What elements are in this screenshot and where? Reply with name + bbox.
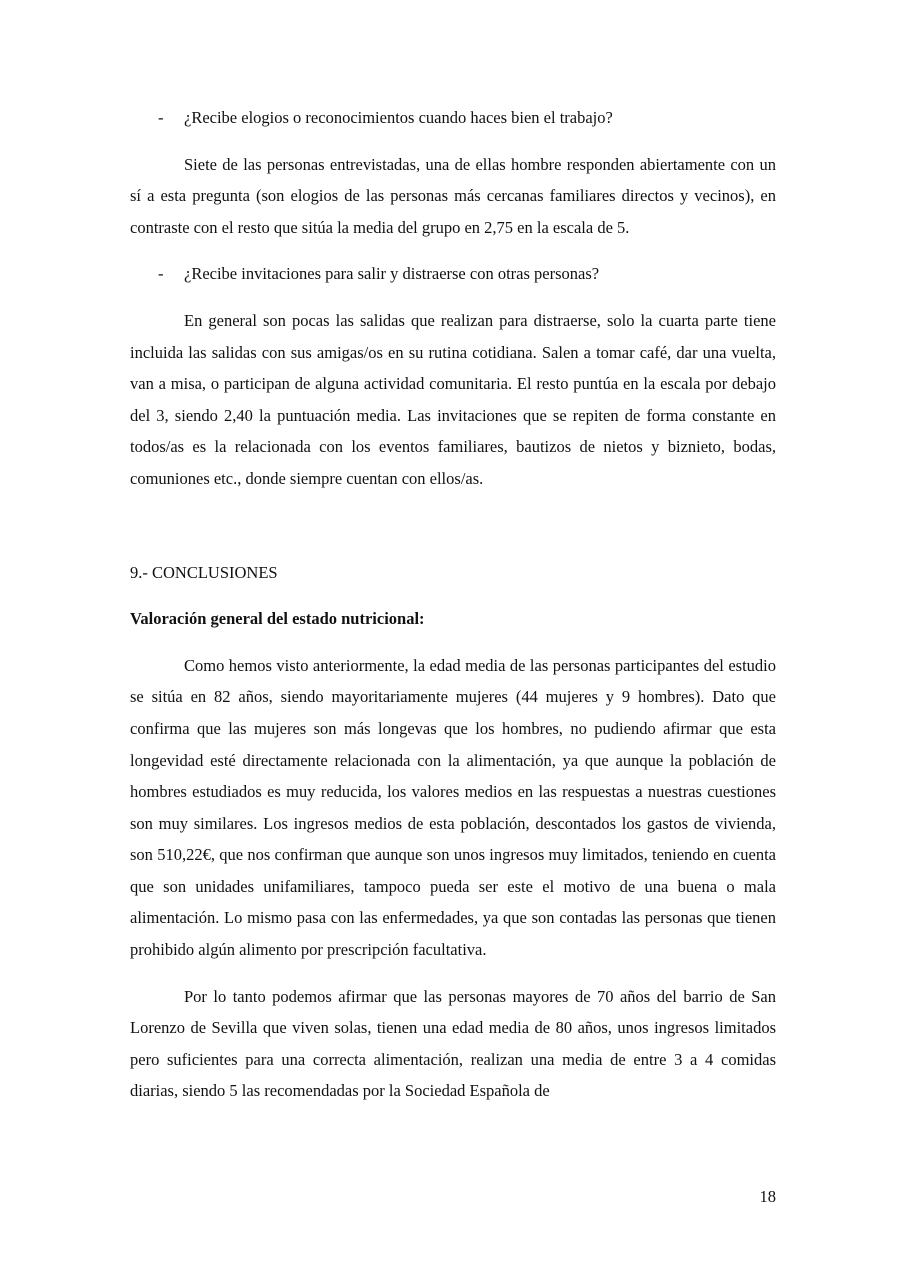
- page-number: 18: [759, 1187, 776, 1206]
- bullet-dash: -: [158, 264, 164, 284]
- question-text: ¿Recibe elogios o reconocimientos cuando haces bien el trabajo?: [184, 108, 613, 127]
- paragraph-conclusions-1: Como hemos visto anteriormente, la edad media de las personas participantes del estudio se sitúa en 82 años, siendo mayoritariamente mujeres (44 mujeres y 9 hombres). Dato que confirma que las mujeres son más longevas que los hombres, no pudiendo afirmar que esta longevidad esté directamente relacionada con la alimentación, ya que aunque la población de hombres estudiados es muy reducida, los valores medios en las respuestas a nuestras cuestiones son muy similares. Los ingresos medios de esta población, descontados los gastos de vivienda, son 510,22€, que nos confirman que aunque son unos ingresos muy limitados, teniendo en cuenta que son unidades unifamiliares, tampoco pueda ser este el motivo de una buena o mala alimentación. Lo mismo pasa con las enfermedades, ya que son contadas las personas que tienen prohibido algún alimento por prescripción facultativa.: [130, 655, 776, 960]
- document-page: [130, 102, 776, 1122]
- question-text: ¿Recibe invitaciones para salir y distraerse con otras personas?: [184, 264, 600, 284]
- section-spacer: [130, 510, 776, 557]
- paragraph-praise-answer: Siete de las personas entrevistadas, una de ellas hombre responden abiertamente con un sí a esta pregunta (son elogios de las personas más cercanas familiares directos y vecinos), en contraste con el resto que sitúa la media del grupo en 2,75 en la escala de 5.: [130, 154, 776, 237]
- section-heading: 9.- CONCLUSIONES: [130, 562, 278, 582]
- paragraph-invitations-answer: En general son pocas las salidas que realizan para distraerse, solo la cuarta parte tiene incluida las salidas con sus amigas/os en su rutina cotidiana. Salen a tomar café, dar una vuelta, van a misa, o participan de alguna actividad comunitaria. El resto puntúa en la escala por debajo del 3, siendo 2,40 la puntuación media. Las invitaciones que se repiten de forma constante en todos/as es la relacionada con los eventos familiares, bautizos de nietos y biznieto, bodas, comuniones etc., donde siempre cuentan con ellos/as.: [130, 310, 776, 488]
- question-item-invitations: [130, 258, 776, 290]
- bullet-dash: -: [158, 108, 164, 127]
- question-item-praise: [130, 102, 776, 134]
- subsection-heading: Valoración general del estado nutricional:: [130, 609, 425, 629]
- paragraph-conclusions-2: Por lo tanto podemos afirmar que las personas mayores de 70 años del barrio de San Lorenzo de Sevilla que viven solas, tienen una edad media de 80 años, unos ingresos limitados pero suficientes para una correcta alimentación, realizan una media de entre 3 a 4 comidas diarias, siendo 5 las recomendadas por la Sociedad Española de: [130, 986, 776, 1101]
